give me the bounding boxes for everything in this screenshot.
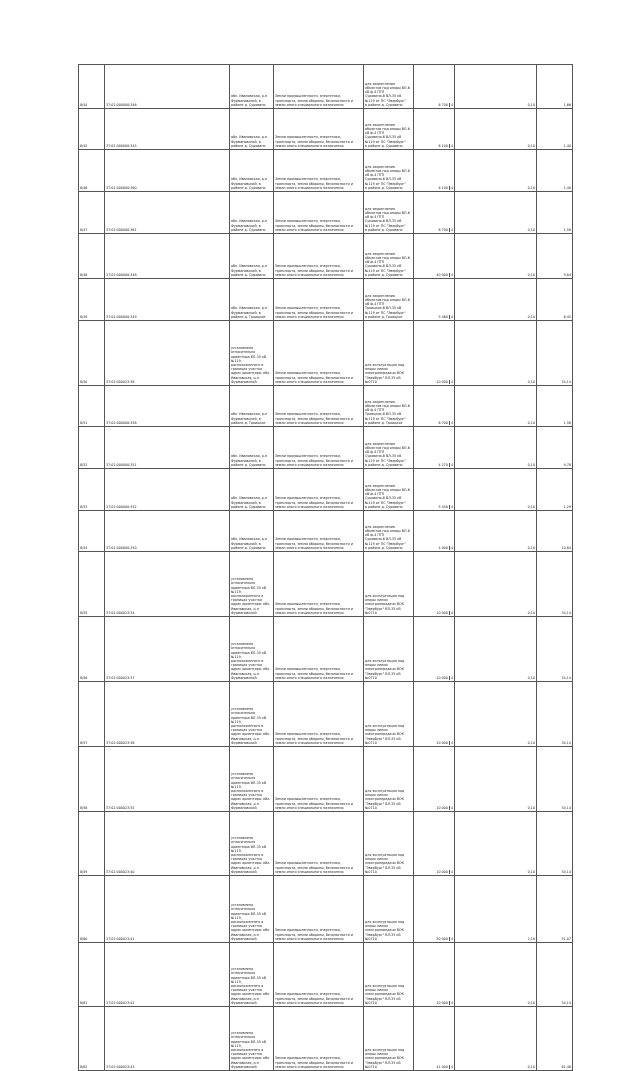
cell-location: обл. Ивановская, р-н Фурмановский, в районе д. Суровино (230, 427, 274, 469)
table-row (79, 65, 573, 109)
cell-area (414, 617, 455, 682)
cell-value-2: 0,10 (455, 279, 537, 321)
table-row (79, 109, 573, 150)
area-value: 10 000 (436, 610, 448, 615)
cell-land-category: Земли промышленности, энергетики, транспорта, земли обороны, безопасности и земли иного специального назначения (274, 427, 364, 469)
cell-location: обл. Ивановская, р-н Фурмановский, в районе д. Суровино (230, 65, 274, 109)
count-value: 4 (450, 314, 453, 319)
count-value: 4 (450, 675, 453, 680)
cell-area (414, 876, 455, 943)
cell-permitted-use: для закрепления объектов под опоры ВЛ-6 кВ ф.4 ПТП Суровино-6 ВЛ-35 кВ №119 от ПС "Эвербург" в районе д. Суровино (364, 511, 414, 552)
cell-value-3: 1,66 (537, 65, 573, 109)
cell-number: 8/62 (79, 1007, 105, 1071)
table-body (79, 65, 573, 1071)
cell-number: 8/58 (79, 747, 105, 812)
cell-area (414, 511, 455, 552)
table-row (79, 279, 573, 321)
cell-cadastral-number: 37:02:000000:361 (105, 192, 230, 234)
cell-land-category: Земли промышленности, энергетики, транспорта, земли обороны, безопасности и земли иного специального назначения (274, 943, 364, 1007)
cell-cadastral-number: 37:02:000000:348 (105, 234, 230, 279)
area-value: 6 700 (438, 102, 448, 107)
count-value: 4 (450, 610, 453, 615)
cell-location: установлено относительно ориентира ВЛ-35 кВ №119, расположенного в границах участка адрес ориентира: обл. Ивановская, р-н Фурмановский (230, 812, 274, 876)
cell-area (414, 234, 455, 279)
cell-cadastral-number: 37:02:000000:349 (105, 279, 230, 321)
cell-permitted-use: для закрепления объектов под опоры ВЛ-6 кВ ф.4 ПТП Суровино-6 ВЛ-35 кВ №119 от ПС "Эвербург" в районе д. Суровино (364, 192, 414, 234)
cell-permitted-use: для эксплуатации под опоры линии электропередачи ВОК "Эвербург" ВЛ-35 кВ №0710 (364, 682, 414, 747)
cell-value-2: 0,10 (455, 552, 537, 617)
cell-value-3: 1,58 (537, 386, 573, 427)
cell-number: 8/61 (79, 943, 105, 1007)
cell-permitted-use: для закрепления объектов под опоры ВЛ-6 кВ ф.4 ПТП Суровино-6 ВЛ-35 кВ №119 от ПС "Эвербург" в районе д. Суровино (364, 234, 414, 279)
area-value: 6 700 (438, 420, 448, 425)
land-plots-table (78, 64, 573, 1071)
cell-land-category: Земли промышленности, энергетики, транспорта, земли обороны, безопасности и земли иного специального назначения (274, 321, 364, 386)
table-row (79, 234, 573, 279)
cell-value-3: 34,14 (537, 321, 573, 386)
cell-value-2: 0,10 (455, 1007, 537, 1071)
cell-area (414, 321, 455, 386)
cell-value-2: 0,10 (455, 321, 537, 386)
table-row (79, 469, 573, 511)
cell-cadastral-number: 37:02:000023:35 (105, 747, 230, 812)
cell-area (414, 469, 455, 511)
cell-number: 8/44 (79, 65, 105, 109)
cell-cadastral-number: 37:02:000023:38 (105, 321, 230, 386)
area-value: 6 100 (438, 185, 448, 190)
cell-location: установлено относительно ориентира ВЛ-35 кВ №119, расположенного в границах участка адрес ориентира: обл. Ивановская, р-н Фурмановский (230, 876, 274, 943)
count-value: 4 (450, 102, 453, 107)
cell-number: 8/53 (79, 469, 105, 511)
area-value: 10 000 (436, 869, 448, 874)
cell-area (414, 812, 455, 876)
cell-value-3: 34,14 (537, 682, 573, 747)
cell-value-2: 0,10 (455, 150, 537, 192)
cell-location: обл. Ивановская, р-н Фурмановский, в районе д. Суровино (230, 109, 274, 150)
cell-permitted-use: для эксплуатации под опоры линии электропередачи ВОК "Эвербург" ВЛ-35 кВ №0710 (364, 321, 414, 386)
cell-cadastral-number: 37:02:000000:345 (105, 109, 230, 150)
cell-number: 8/49 (79, 279, 105, 321)
count-value: 4 (450, 1064, 453, 1069)
count-value: 4 (450, 462, 453, 467)
cell-location: установлено относительно ориентира ВЛ-35 кВ №119, расположенного в границах участка адрес ориентира: обл. Ивановская, р-н Фурмановский (230, 617, 274, 682)
cell-value-3: 34,14 (537, 617, 573, 682)
cell-value-3: 1,29 (537, 469, 573, 511)
cell-value-2: 0,10 (455, 386, 537, 427)
cell-area (414, 279, 455, 321)
cell-cadastral-number: 37:02:000023:34 (105, 552, 230, 617)
cell-value-2: 0,10 (455, 469, 537, 511)
count-value: 4 (450, 227, 453, 232)
cell-permitted-use: для закрепления объектов под опоры ВЛ-6 кВ ф.4 ПТП Троицкое-6 ВЛ-35 кВ №119 от ПС "Эвербург" в районе д. Троицкое (364, 386, 414, 427)
table-row (79, 1007, 573, 1071)
cell-number: 8/45 (79, 109, 105, 150)
cell-land-category: Земли промышленности, энергетики, транспорта, земли обороны, безопасности и земли иного специального назначения (274, 386, 364, 427)
table-row (79, 427, 573, 469)
count-value: 4 (450, 272, 453, 277)
cell-value-2: 0,10 (455, 943, 537, 1007)
table-row (79, 552, 573, 617)
cell-area (414, 1007, 455, 1071)
area-value: 5 450 (438, 504, 448, 509)
cell-land-category: Земли промышленности, энергетики, транспорта, земли обороны, безопасности и земли иного специального назначения (274, 65, 364, 109)
cell-land-category: Земли промышленности, энергетики, транспорта, земли обороны, безопасности и земли иного специального назначения (274, 109, 364, 150)
cell-area (414, 682, 455, 747)
count-value: 4 (450, 504, 453, 509)
cell-value-2: 0,10 (455, 617, 537, 682)
cell-land-category: Земли промышленности, энергетики, транспорта, земли обороны, безопасности и земли иного специального назначения (274, 150, 364, 192)
cell-land-category: Земли промышленности, энергетики, транспорта, земли обороны, безопасности и земли иного специального назначения (274, 192, 364, 234)
count-value: 4 (450, 805, 453, 810)
cell-area (414, 386, 455, 427)
cell-value-2: 0,10 (455, 747, 537, 812)
count-value: 4 (450, 740, 453, 745)
area-value: 4 270 (438, 462, 448, 467)
cell-land-category: Земли промышленности, энергетики, транспорта, земли обороны, безопасности и земли иного специального назначения (274, 279, 364, 321)
area-value: 41 000 (436, 1064, 448, 1069)
cell-cadastral-number: 37:02:000000:351 (105, 427, 230, 469)
cell-number: 8/50 (79, 321, 105, 386)
table-row (79, 876, 573, 943)
cell-area (414, 65, 455, 109)
cell-land-category: Земли промышленности, энергетики, транспорта, земли обороны, безопасности и земли иного специального назначения (274, 469, 364, 511)
cell-permitted-use: для эксплуатации под опоры линии электропередачи ВОК "Эвербург" ВЛ-35 кВ №0710 (364, 552, 414, 617)
cell-value-2: 2,10 (455, 876, 537, 943)
cell-area (414, 150, 455, 192)
count-value: 4 (450, 379, 453, 384)
cell-area (414, 747, 455, 812)
cell-location: обл. Ивановская, р-н Фурмановский, в районе д. Троицкое (230, 386, 274, 427)
cell-permitted-use: для закрепления объектов под опоры ВЛ-6 кВ ф.4 ПТП Суровино-6 ВЛ-35 кВ №119 от ПС "Эвербург" в районе д. Суровино (364, 65, 414, 109)
cell-number: 8/54 (79, 511, 105, 552)
cell-location: обл. Ивановская, р-н Фурмановский, в районе д. Суровино (230, 150, 274, 192)
cell-location: обл. Ивановская, р-н Фурмановский, в районе д. Троицкое (230, 279, 274, 321)
cell-cadastral-number: 37:02:000000:360 (105, 150, 230, 192)
cell-value-3: 9,78 (537, 427, 573, 469)
cell-cadastral-number: 37:02:000000:346 (105, 65, 230, 109)
cell-area (414, 109, 455, 150)
cell-cadastral-number: 37:02:000000:350 (105, 511, 230, 552)
cell-land-category: Земли промышленности, энергетики, транспорта, земли обороны, безопасности и земли иного специального назначения (274, 747, 364, 812)
cell-cadastral-number: 37:02:000000:358 (105, 386, 230, 427)
cell-value-3: 51,07 (537, 876, 573, 943)
cell-land-category: Земли промышленности, энергетики, транспорта, земли обороны, безопасности и земли иного специального назначения (274, 552, 364, 617)
cell-area (414, 552, 455, 617)
cell-value-3: 1,58 (537, 192, 573, 234)
table-row (79, 386, 573, 427)
cell-land-category: Земли промышленности, энергетики, транспорта, земли обороны, безопасности и земли иного специального назначения (274, 617, 364, 682)
cell-number: 8/46 (79, 150, 105, 192)
cell-permitted-use: для закрепления объектов под опоры ВЛ-6 кВ ф.4 ПТП Суровино-6 ВЛ-35 кВ №119 от ПС "Эвербург" в районе д. Суровино (364, 109, 414, 150)
count-value: 4 (450, 143, 453, 148)
cell-cadastral-number: 37:02:000023:41 (105, 876, 230, 943)
cell-number: 8/57 (79, 682, 105, 747)
cell-permitted-use: для эксплуатации под опоры линии электропередачи ВОК "Эвербург" ВЛ-35 кВ №0710 (364, 1007, 414, 1071)
cell-area (414, 943, 455, 1007)
cell-area (414, 427, 455, 469)
cell-value-2: 0,10 (455, 812, 537, 876)
cell-location: обл. Ивановская, р-н Фурмановский, в районе д. Суровино (230, 192, 274, 234)
cell-permitted-use: для закрепления объектов под опоры ВЛ-6 кВ ф.4 ПТП Троицкое-6 ВЛ-35 кВ №119 от ПС "Эвербург" в районе д. Троицкое (364, 279, 414, 321)
cell-number: 8/47 (79, 192, 105, 234)
cell-number: 8/51 (79, 386, 105, 427)
area-value: 30 000 (436, 936, 448, 941)
table-row (79, 150, 573, 192)
table-row (79, 682, 573, 747)
cell-value-2: 0,10 (455, 234, 537, 279)
cell-value-3: 34,14 (537, 943, 573, 1007)
cell-location: обл. Ивановская, р-н Фурмановский, в районе д. Суровино (230, 469, 274, 511)
area-value: 10 000 (436, 1000, 448, 1005)
cell-land-category: Земли промышленности, энергетики, транспорта, земли обороны, безопасности и земли иного специального назначения (274, 234, 364, 279)
cell-cadastral-number: 37:02:000023:36 (105, 682, 230, 747)
cell-value-3: 1,40 (537, 109, 573, 150)
cell-value-3: 6,45 (537, 279, 573, 321)
count-value: 4 (450, 1000, 453, 1005)
cell-value-3: 34,14 (537, 812, 573, 876)
cell-cadastral-number: 37:02:000000:352 (105, 469, 230, 511)
cell-permitted-use: для эксплуатации под опоры линии электропередачи ВОК "Эвербург" ВЛ-35 кВ №0710 (364, 876, 414, 943)
count-value: 4 (450, 185, 453, 190)
cell-land-category: Земли промышленности, энергетики, транспорта, земли обороны, безопасности и земли иного специального назначения (274, 812, 364, 876)
area-value: 10 000 (436, 740, 448, 745)
cell-permitted-use: для эксплуатации под опоры линии электропередачи ВОК "Эвербург" ВЛ-35 кВ №0710 (364, 943, 414, 1007)
cell-cadastral-number: 37:02:000023:37 (105, 617, 230, 682)
area-value: 10 000 (436, 805, 448, 810)
cell-location: установлено относительно ориентира ВЛ-35 кВ №119, расположенного в границах участка адрес ориентира: обл. Ивановская, р-н Фурмановский (230, 747, 274, 812)
area-value: 5 460 (438, 314, 448, 319)
table-row (79, 617, 573, 682)
area-value: 10 000 (436, 675, 448, 680)
cell-number: 8/60 (79, 876, 105, 943)
cell-location: установлено относительно ориентира ВЛ-35 кВ №119, расположенного в границах участка адрес ориентира: обл. Ивановская, р-н Фурмановский (230, 1007, 274, 1071)
cell-value-3: 61,48 (537, 1007, 573, 1071)
table-row (79, 321, 573, 386)
cell-number: 8/48 (79, 234, 105, 279)
table-row (79, 812, 573, 876)
cell-land-category: Земли промышленности, энергетики, транспорта, земли обороны, безопасности и земли иного специального назначения (274, 511, 364, 552)
cell-value-2: 0,10 (455, 109, 537, 150)
table-row (79, 747, 573, 812)
cell-value-3: 1,40 (537, 150, 573, 192)
area-value: 10 000 (436, 379, 448, 384)
cell-location: обл. Ивановская, р-н Фурмановский, в районе д. Суровино (230, 511, 274, 552)
cell-value-2: 0,10 (455, 511, 537, 552)
count-value: 4 (450, 420, 453, 425)
area-value: 4 000 (438, 545, 448, 550)
area-value: 6 100 (438, 143, 448, 148)
area-value: 6 700 (438, 227, 448, 232)
cell-value-2: 0,10 (455, 682, 537, 747)
cell-permitted-use: для эксплуатации под опоры линии электропередачи ВОК "Эвербург" ВЛ-35 кВ №0710 (364, 617, 414, 682)
cell-location: установлено относительно ориентира ВЛ-35 кВ №119, расположенного в границах участка адрес ориентира: обл. Ивановская, р-н Фурмановский (230, 682, 274, 747)
cell-number: 8/52 (79, 427, 105, 469)
cell-value-2: 0,10 (455, 65, 537, 109)
cell-land-category: Земли промышленности, энергетики, транспорта, земли обороны, безопасности и земли иного специального назначения (274, 876, 364, 943)
cell-value-3: 34,14 (537, 552, 573, 617)
table-row (79, 511, 573, 552)
cell-value-3: 9,84 (537, 234, 573, 279)
cell-cadastral-number: 37:02:000023:40 (105, 812, 230, 876)
cell-number: 8/59 (79, 812, 105, 876)
cell-value-2: 0,10 (455, 192, 537, 234)
cell-land-category: Земли промышленности, энергетики, транспорта, земли обороны, безопасности и земли иного специального назначения (274, 682, 364, 747)
cell-area (414, 192, 455, 234)
cell-location: обл. Ивановская, р-н Фурмановский, в районе д. Суровино (230, 234, 274, 279)
table-row (79, 943, 573, 1007)
cell-permitted-use: для эксплуатации под опоры линии электропередачи ВОК "Эвербург" ВЛ-35 кВ №0710 (364, 812, 414, 876)
cell-value-2: 0,10 (455, 427, 537, 469)
cell-permitted-use: для закрепления объектов под опоры ВЛ-6 кВ ф.4 ПТП Суровино-6 ВЛ-35 кВ №119 от ПС "Эвербург" в районе д. Суровино (364, 150, 414, 192)
count-value: 4 (450, 545, 453, 550)
cell-value-3: 34,14 (537, 747, 573, 812)
cell-location: установлено относительно ориентира ВЛ-35 кВ №119, расположенного в границах участка адрес ориентира: обл. Ивановская, р-н Фурмановский (230, 552, 274, 617)
table-row (79, 192, 573, 234)
count-value: 4 (450, 936, 453, 941)
cell-cadastral-number: 37:02:000023:42 (105, 943, 230, 1007)
cell-location: установлено относительно ориентира ВЛ-35 кВ №119, расположенного в границах участка адрес ориентира: обл. Ивановская, р-н Фурмановский (230, 321, 274, 386)
cell-cadastral-number: 37:02:000023:43 (105, 1007, 230, 1071)
area-value: 40 000 (436, 272, 448, 277)
cell-permitted-use: для закрепления объектов под опоры ВЛ-6 кВ ф.4 ПТП Суровино-6 ВЛ-35 кВ №119 от ПС "Эвербург" в районе д. Суровино (364, 469, 414, 511)
cell-value-3: 10,84 (537, 511, 573, 552)
cell-permitted-use: для эксплуатации под опоры линии электропередачи ВОК "Эвербург" ВЛ-35 кВ №0710 (364, 747, 414, 812)
cell-permitted-use: для закрепления объектов под опоры ВЛ-6 кВ ф.4 ПТП Суровино-6 ВЛ-35 кВ №119 от ПС "Эвербург" в районе д. Суровино (364, 427, 414, 469)
cell-number: 8/55 (79, 552, 105, 617)
cell-location: установлено относительно ориентира ВЛ-35 кВ №119, расположенного в границах участка адрес ориентира: обл. Ивановская, р-н Фурмановский (230, 943, 274, 1007)
cell-number: 8/56 (79, 617, 105, 682)
cell-land-category: Земли промышленности, энергетики, транспорта, земли обороны, безопасности и земли иного специального назначения (274, 1007, 364, 1071)
count-value: 4 (450, 869, 453, 874)
